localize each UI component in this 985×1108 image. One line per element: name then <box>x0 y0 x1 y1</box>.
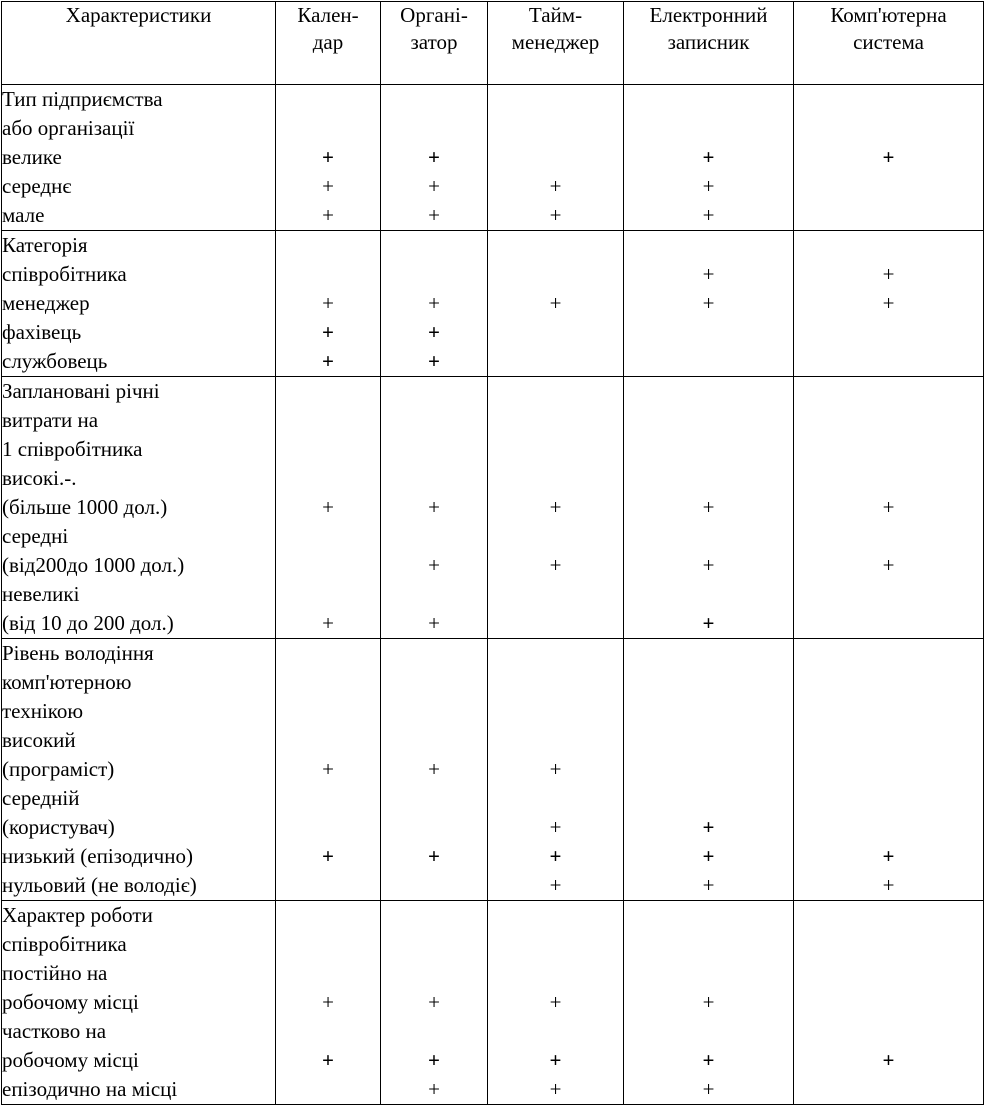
plus-mark: + <box>428 349 440 373</box>
mark-cell <box>794 901 984 1105</box>
label-line: 1 співробітника <box>2 437 143 461</box>
label-line: епізодично на місці <box>2 1077 178 1101</box>
empty-mark <box>488 697 623 726</box>
mark-cell <box>276 639 381 901</box>
header-line: Комп'ютерна <box>830 3 947 27</box>
plus-mark: + <box>428 174 440 198</box>
empty-mark <box>276 668 380 697</box>
label-line: службовець <box>2 349 108 373</box>
empty-mark <box>488 639 623 668</box>
label-line: невеликі <box>2 582 80 606</box>
label-line: середній <box>2 786 80 810</box>
plus-mark: + <box>702 844 715 868</box>
empty-mark <box>794 522 983 551</box>
label-line: середнє <box>2 174 72 198</box>
empty-mark <box>276 85 380 114</box>
empty-mark <box>794 318 983 347</box>
mark-cell <box>381 901 488 1105</box>
plus-mark: + <box>549 815 562 839</box>
label-line: фахівець <box>2 320 82 344</box>
label-line: Заплановані річні <box>2 379 160 403</box>
plus-mark: + <box>702 1077 715 1101</box>
empty-mark <box>488 347 623 376</box>
plus-mark: + <box>882 1048 895 1072</box>
empty-mark <box>794 609 983 638</box>
plus-mark: + <box>322 320 334 344</box>
empty-mark <box>624 668 793 697</box>
mark-cell <box>488 901 624 1105</box>
comparison-table <box>1 1 984 1105</box>
empty-mark <box>488 464 623 493</box>
empty-mark <box>381 697 487 726</box>
empty-mark <box>624 580 793 609</box>
header-line: Органі- <box>400 3 468 27</box>
empty-mark <box>624 697 793 726</box>
empty-mark <box>794 114 983 143</box>
empty-mark <box>381 930 487 959</box>
empty-mark <box>488 377 623 406</box>
empty-mark <box>794 377 983 406</box>
empty-mark <box>794 435 983 464</box>
empty-mark <box>381 522 487 551</box>
label-line: велике <box>2 145 62 169</box>
plus-mark: + <box>702 815 715 839</box>
label-line: високі.-. <box>2 466 77 490</box>
empty-mark <box>381 377 487 406</box>
empty-mark <box>276 377 380 406</box>
section-row-enterprise-type <box>2 85 984 231</box>
header-line: система <box>853 30 924 54</box>
plus-mark: + <box>702 203 715 227</box>
empty-mark <box>276 435 380 464</box>
mark-cell <box>276 901 381 1105</box>
plus-mark: + <box>702 262 715 286</box>
label-line: постійно на <box>2 961 108 985</box>
header-time-manager <box>488 2 624 85</box>
plus-mark: + <box>322 349 334 373</box>
empty-mark <box>794 930 983 959</box>
plus-mark: + <box>549 844 562 868</box>
header-line: Тайм- <box>528 3 583 27</box>
empty-mark <box>794 959 983 988</box>
empty-mark <box>276 697 380 726</box>
empty-mark <box>381 959 487 988</box>
plus-mark: + <box>322 990 334 1014</box>
section-row-computer-skill <box>2 639 984 901</box>
section-row-employee-category <box>2 231 984 377</box>
empty-mark <box>624 406 793 435</box>
plus-mark: + <box>882 844 895 868</box>
empty-mark <box>624 464 793 493</box>
plus-mark: + <box>428 1048 440 1072</box>
empty-mark <box>488 114 623 143</box>
empty-mark <box>488 406 623 435</box>
empty-mark <box>624 755 793 784</box>
label-line: співробітника <box>2 262 127 286</box>
plus-mark: + <box>322 1048 334 1072</box>
empty-mark <box>488 580 623 609</box>
plus-mark: + <box>702 291 715 315</box>
label-line: витрати на <box>2 408 99 432</box>
empty-mark <box>276 522 380 551</box>
empty-mark <box>276 1075 380 1104</box>
mark-cell <box>624 377 794 639</box>
mark-cell <box>276 85 381 231</box>
plus-mark: + <box>322 611 334 635</box>
header-line: затор <box>410 30 458 54</box>
empty-mark <box>488 668 623 697</box>
empty-mark <box>794 901 983 930</box>
plus-mark: + <box>428 757 440 781</box>
plus-mark: + <box>322 174 334 198</box>
plus-mark: + <box>549 495 562 519</box>
plus-mark: + <box>549 1048 562 1072</box>
empty-mark <box>624 114 793 143</box>
empty-mark <box>381 726 487 755</box>
plus-mark: + <box>702 611 715 635</box>
empty-mark <box>794 755 983 784</box>
header-line: дар <box>312 30 344 54</box>
empty-mark <box>794 85 983 114</box>
mark-cell <box>624 85 794 231</box>
empty-mark <box>624 85 793 114</box>
empty-mark <box>276 580 380 609</box>
section-row-work-character <box>2 901 984 1105</box>
plus-mark: + <box>882 145 895 169</box>
empty-mark <box>276 901 380 930</box>
empty-mark <box>381 901 487 930</box>
empty-mark <box>624 959 793 988</box>
empty-mark <box>381 231 487 260</box>
header-calendar <box>276 2 381 85</box>
empty-mark <box>624 1017 793 1046</box>
empty-mark <box>276 959 380 988</box>
header-computer-system <box>794 2 984 85</box>
label-line: технікою <box>2 699 84 723</box>
empty-mark <box>794 726 983 755</box>
empty-mark <box>276 784 380 813</box>
empty-mark <box>276 1017 380 1046</box>
empty-mark <box>794 172 983 201</box>
empty-mark <box>488 959 623 988</box>
empty-mark <box>381 871 487 900</box>
empty-mark <box>381 668 487 697</box>
empty-mark <box>794 813 983 842</box>
empty-mark <box>381 85 487 114</box>
label-line: низький (епізодично) <box>2 844 193 868</box>
mark-cell <box>276 377 381 639</box>
label-line: (від200до 1000 дол.) <box>2 553 185 577</box>
section-label <box>2 901 276 1105</box>
section-row-annual-costs <box>2 377 984 639</box>
plus-mark: + <box>322 145 334 169</box>
plus-mark: + <box>549 990 562 1014</box>
plus-mark: + <box>549 1077 562 1101</box>
plus-mark: + <box>428 203 440 227</box>
empty-mark <box>276 464 380 493</box>
empty-mark <box>794 580 983 609</box>
empty-mark <box>624 347 793 376</box>
empty-mark <box>488 435 623 464</box>
empty-mark <box>381 580 487 609</box>
mark-cell <box>488 639 624 901</box>
mark-cell <box>488 377 624 639</box>
empty-mark <box>381 406 487 435</box>
label-line: середні <box>2 524 69 548</box>
label-line: Категорія <box>2 233 88 257</box>
header-organizer <box>381 2 488 85</box>
empty-mark <box>488 930 623 959</box>
empty-mark <box>276 231 380 260</box>
empty-mark <box>381 435 487 464</box>
header-line: записник <box>667 30 750 54</box>
empty-mark <box>381 260 487 289</box>
label-line: співробітника <box>2 932 127 956</box>
mark-cell <box>276 231 381 377</box>
label-line: менеджер <box>2 291 90 315</box>
label-line: Характер роботи <box>2 903 153 927</box>
empty-mark <box>794 1017 983 1046</box>
plus-mark: + <box>428 844 440 868</box>
empty-mark <box>276 871 380 900</box>
mark-cell <box>381 85 488 231</box>
empty-mark <box>276 114 380 143</box>
plus-mark: + <box>549 291 562 315</box>
plus-mark: + <box>428 990 440 1014</box>
mark-cell <box>624 901 794 1105</box>
header-line: Електронний <box>649 3 768 27</box>
empty-mark <box>624 435 793 464</box>
empty-mark <box>794 464 983 493</box>
plus-mark: + <box>882 873 895 897</box>
label-line: (від 10 до 200 дол.) <box>2 611 174 635</box>
empty-mark <box>488 522 623 551</box>
plus-mark: + <box>549 873 562 897</box>
empty-mark <box>794 231 983 260</box>
empty-mark <box>488 901 623 930</box>
plus-mark: + <box>702 174 715 198</box>
mark-cell <box>794 377 984 639</box>
empty-mark <box>488 318 623 347</box>
label-line: робочому місці <box>2 1048 139 1072</box>
header-line: Кален- <box>297 3 359 27</box>
empty-mark <box>488 85 623 114</box>
plus-mark: + <box>702 553 715 577</box>
empty-mark <box>381 464 487 493</box>
mark-cell <box>488 85 624 231</box>
label-line: високий <box>2 728 76 752</box>
plus-mark: + <box>322 291 334 315</box>
section-label <box>2 639 276 901</box>
empty-mark <box>488 231 623 260</box>
empty-mark <box>381 114 487 143</box>
empty-mark <box>624 930 793 959</box>
empty-mark <box>276 406 380 435</box>
mark-cell <box>794 639 984 901</box>
empty-mark <box>488 1017 623 1046</box>
header-characteristics: Характеристики <box>2 2 276 85</box>
plus-mark: + <box>702 145 715 169</box>
label-line: комп'ютерною <box>2 670 132 694</box>
empty-mark <box>624 639 793 668</box>
section-label <box>2 85 276 231</box>
mark-cell <box>381 377 488 639</box>
empty-mark <box>381 1017 487 1046</box>
plus-mark: + <box>428 495 440 519</box>
empty-mark <box>624 901 793 930</box>
plus-mark: + <box>322 757 334 781</box>
mark-cell <box>794 85 984 231</box>
label-line: Рівень володіння <box>2 641 154 665</box>
empty-mark <box>624 784 793 813</box>
plus-mark: + <box>322 495 334 519</box>
empty-mark <box>276 551 380 580</box>
label-line: (користувач) <box>2 815 115 839</box>
plus-mark: + <box>882 495 895 519</box>
plus-mark: + <box>702 873 715 897</box>
empty-mark <box>276 813 380 842</box>
mark-cell <box>381 231 488 377</box>
empty-mark <box>794 639 983 668</box>
plus-mark: + <box>428 145 440 169</box>
empty-mark <box>794 697 983 726</box>
empty-mark <box>276 639 380 668</box>
plus-mark: + <box>428 611 440 635</box>
table-header <box>2 2 984 85</box>
label-line: частково на <box>2 1019 107 1043</box>
empty-mark <box>624 726 793 755</box>
label-line: (програміст) <box>2 757 115 781</box>
empty-mark <box>488 784 623 813</box>
plus-mark: + <box>882 262 895 286</box>
empty-mark <box>794 201 983 230</box>
plus-mark: + <box>549 553 562 577</box>
empty-mark <box>624 522 793 551</box>
mark-cell <box>794 231 984 377</box>
plus-mark: + <box>428 1077 440 1101</box>
empty-mark <box>488 143 623 172</box>
empty-mark <box>276 726 380 755</box>
plus-mark: + <box>702 990 715 1014</box>
empty-mark <box>794 347 983 376</box>
empty-mark <box>794 988 983 1017</box>
label-line: мале <box>2 203 45 227</box>
table-body <box>2 85 984 1105</box>
plus-mark: + <box>549 174 562 198</box>
empty-mark <box>488 609 623 638</box>
empty-mark <box>794 784 983 813</box>
mark-cell <box>624 639 794 901</box>
plus-mark: + <box>882 291 895 315</box>
section-label <box>2 231 276 377</box>
empty-mark <box>794 668 983 697</box>
label-line: (більше 1000 дол.) <box>2 495 168 519</box>
label-line: робочому місці <box>2 990 139 1014</box>
empty-mark <box>624 377 793 406</box>
plus-mark: + <box>322 203 334 227</box>
header-electronic-notebook <box>624 2 794 85</box>
mark-cell <box>381 639 488 901</box>
empty-mark <box>794 406 983 435</box>
mark-cell <box>624 231 794 377</box>
plus-mark: + <box>702 495 715 519</box>
plus-mark: + <box>428 553 440 577</box>
empty-mark <box>624 231 793 260</box>
mark-cell <box>488 231 624 377</box>
empty-mark <box>381 639 487 668</box>
empty-mark <box>794 1075 983 1104</box>
header-line: менеджер <box>511 30 600 54</box>
label-line: або організації <box>2 116 135 140</box>
plus-mark: + <box>322 844 334 868</box>
plus-mark: + <box>882 553 895 577</box>
plus-mark: + <box>428 320 440 344</box>
header-row <box>2 2 984 85</box>
section-label <box>2 377 276 639</box>
plus-mark: + <box>549 203 562 227</box>
empty-mark <box>276 930 380 959</box>
plus-mark: + <box>702 1048 715 1072</box>
label-line: Тип підприємства <box>2 87 163 111</box>
plus-mark: + <box>428 291 440 315</box>
empty-mark <box>488 260 623 289</box>
empty-mark <box>381 784 487 813</box>
empty-mark <box>381 813 487 842</box>
plus-mark: + <box>549 757 562 781</box>
label-line: нульовий (не володіє) <box>2 873 197 897</box>
empty-mark <box>624 318 793 347</box>
empty-mark <box>488 726 623 755</box>
empty-mark <box>276 260 380 289</box>
